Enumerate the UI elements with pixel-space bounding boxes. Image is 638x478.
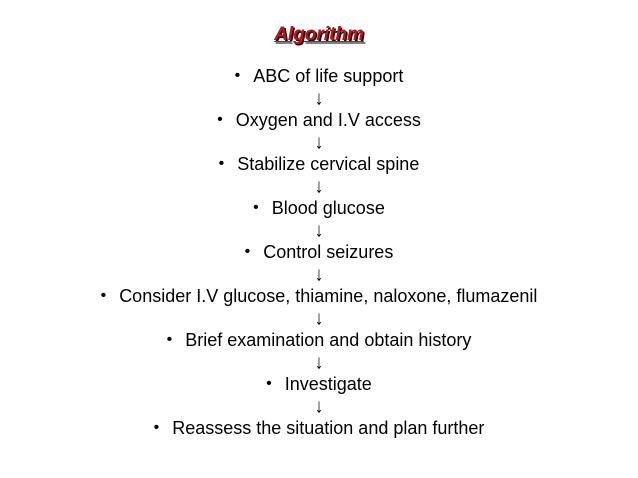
bullet-icon: •	[153, 419, 160, 436]
step-label: ABC of life support	[253, 66, 404, 86]
step-label: Blood glucose	[271, 198, 385, 218]
slide-title: Algorithm	[274, 24, 364, 45]
algorithm-flowchart	[0, 62, 638, 442]
bullet-icon: •	[100, 287, 107, 304]
down-arrow-icon: ↓	[314, 263, 324, 285]
down-arrow-icon: ↓	[314, 219, 324, 241]
step-3	[219, 150, 420, 178]
step-label: Investigate	[284, 374, 372, 394]
down-arrow-icon: ↓	[314, 87, 324, 109]
step-label: Stabilize cervical spine	[237, 154, 420, 174]
step-6	[101, 282, 538, 310]
step-label: Brief examination and obtain history	[185, 330, 472, 350]
step-label: Control seizures	[263, 242, 394, 262]
bullet-icon: •	[218, 155, 225, 172]
step-8	[266, 370, 372, 398]
step-label: Consider I.V glucose, thiamine, naloxone, flumazenil	[119, 286, 538, 306]
bullet-icon: •	[217, 111, 223, 128]
step-label: Reassess the situation and plan further	[172, 418, 485, 438]
down-arrow-icon: ↓	[314, 395, 324, 417]
step-4	[253, 194, 385, 222]
down-arrow-icon: ↓	[314, 351, 324, 373]
step-1	[235, 62, 404, 90]
step-label: Oxygen and I.V access	[235, 110, 421, 130]
step-9	[154, 414, 485, 442]
step-5	[245, 238, 394, 266]
bullet-icon: •	[253, 199, 259, 216]
bullet-icon: •	[266, 375, 272, 392]
down-arrow-icon: ↓	[314, 131, 324, 153]
down-arrow-icon: ↓	[314, 175, 324, 197]
bullet-icon: •	[166, 331, 173, 348]
bullet-icon: •	[244, 243, 251, 260]
down-arrow-icon: ↓	[314, 307, 324, 329]
step-7	[167, 326, 472, 354]
step-2	[217, 106, 421, 134]
bullet-icon: •	[234, 67, 241, 84]
